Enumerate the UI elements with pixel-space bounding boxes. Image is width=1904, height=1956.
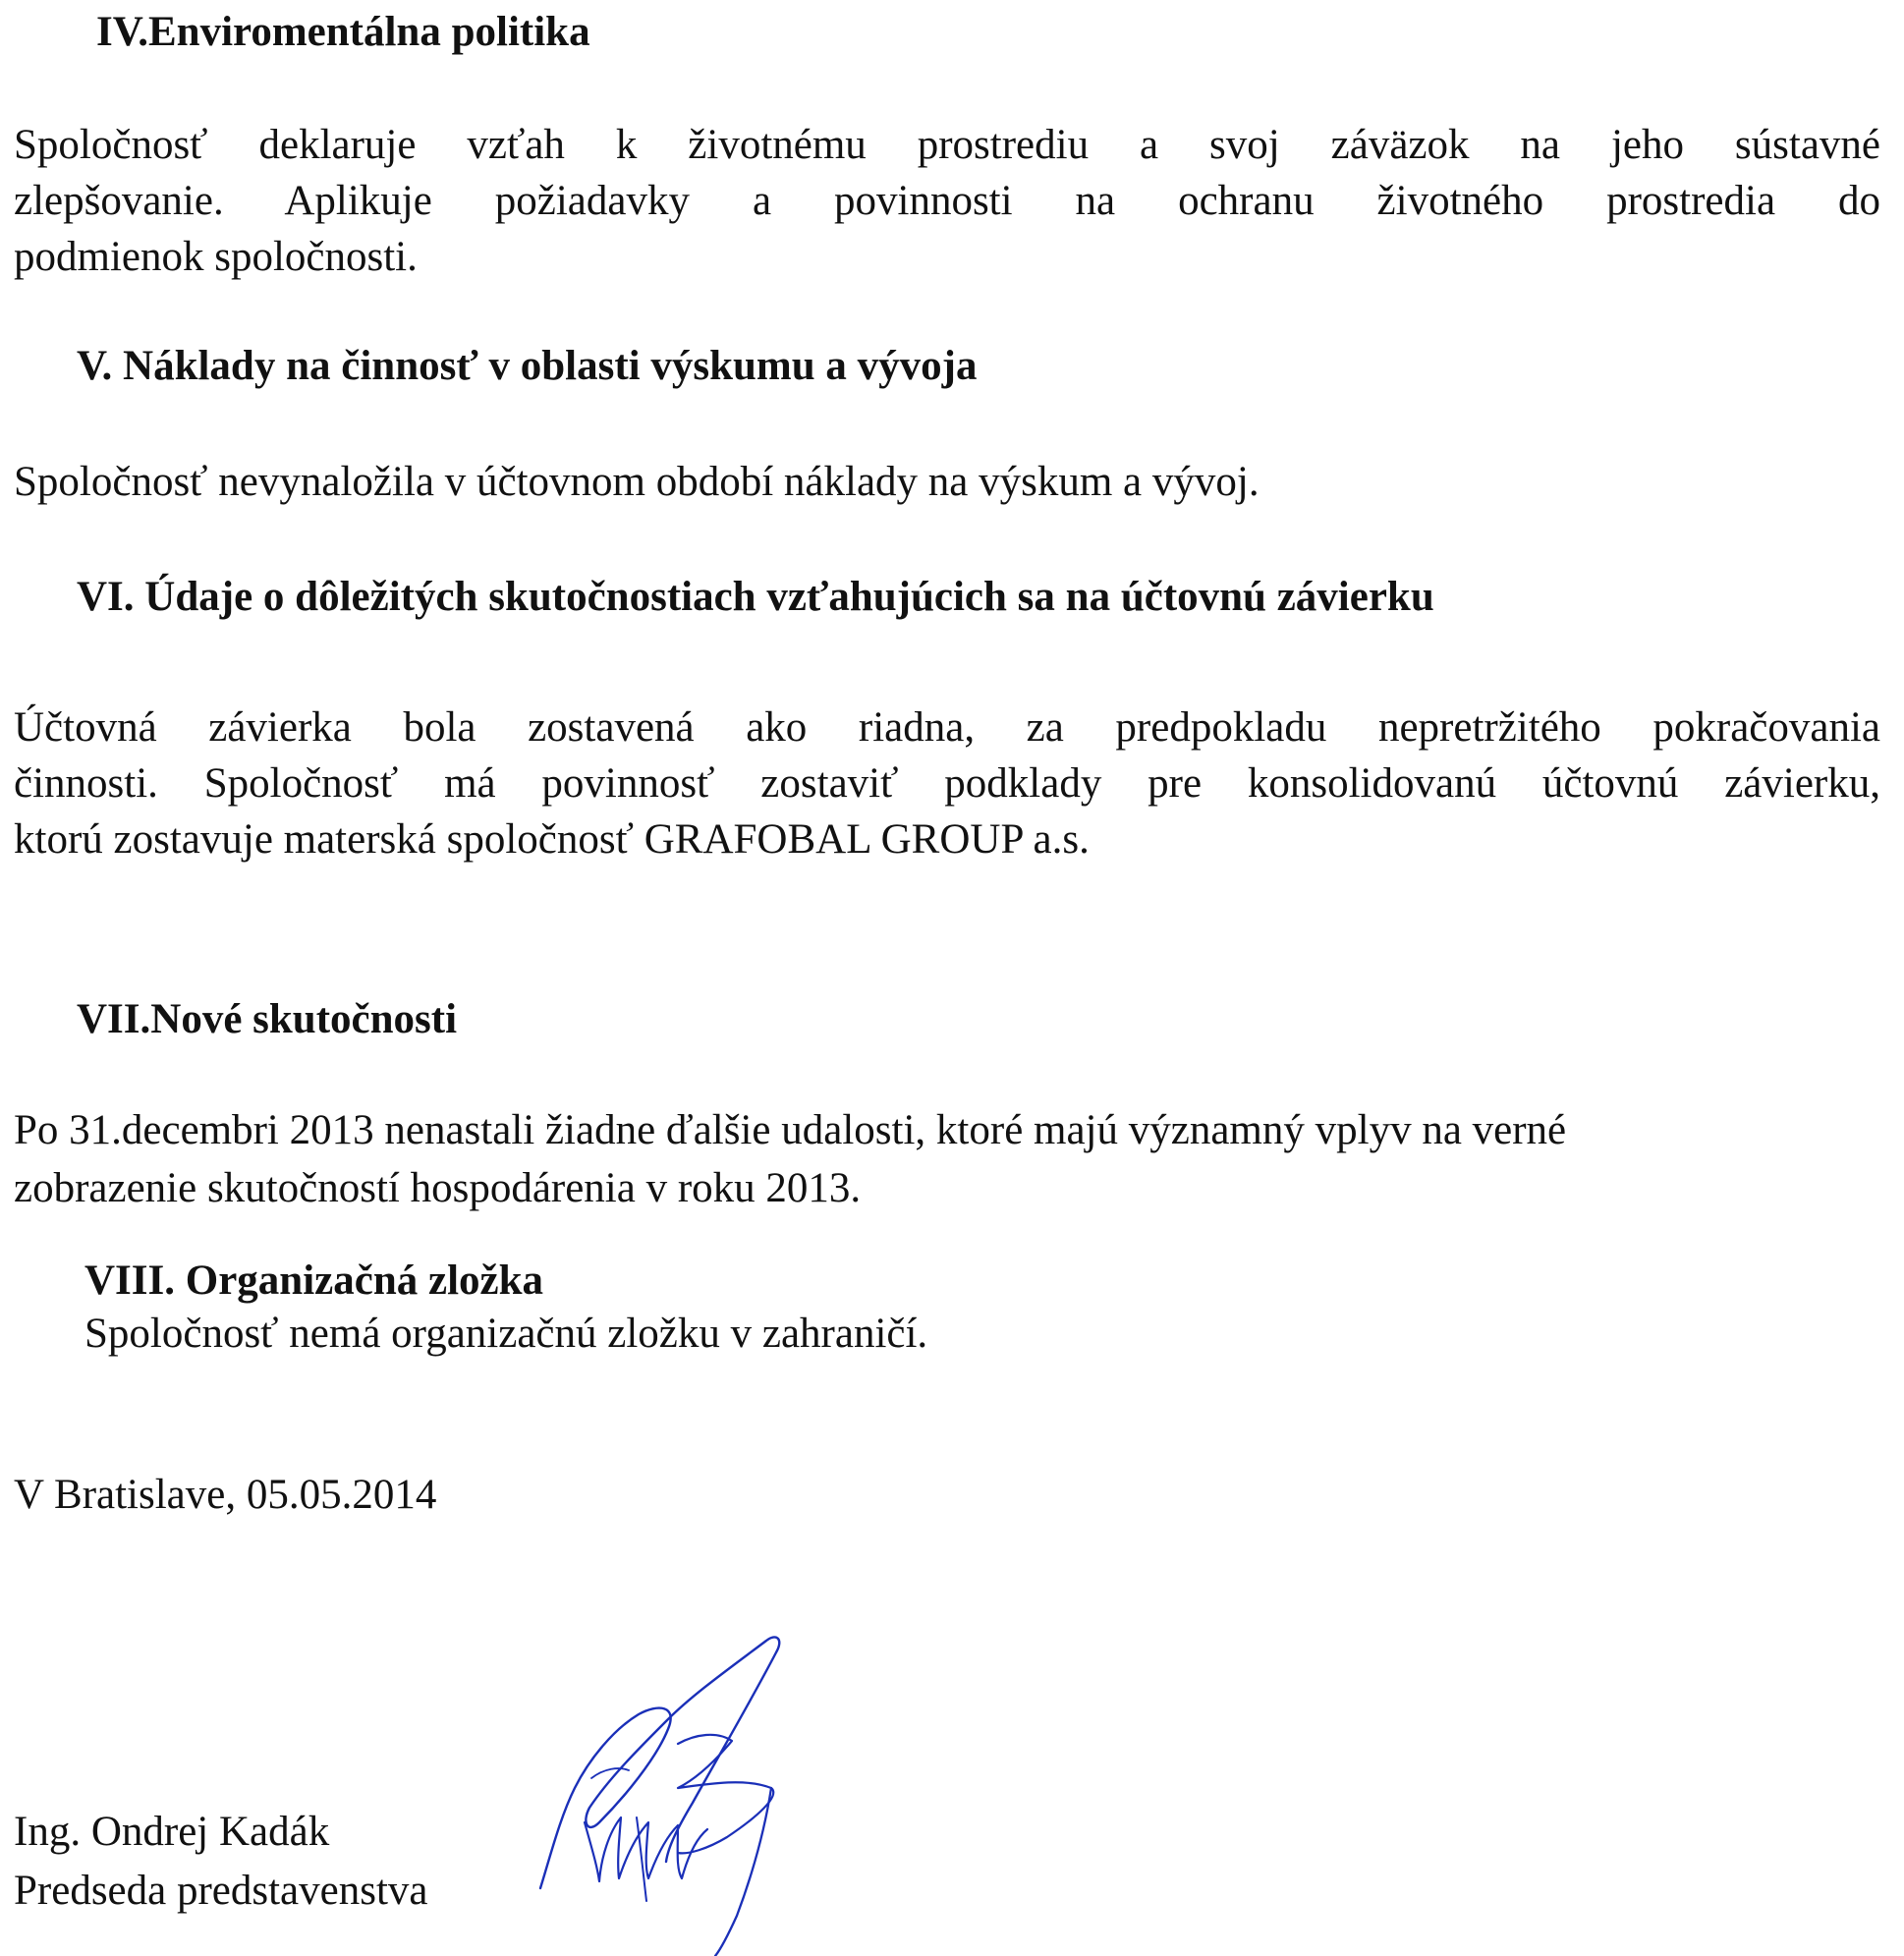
section-viii-heading: VIII. Organizačná zložka <box>84 1257 544 1304</box>
place-date: V Bratislave, 05.05.2014 <box>14 1472 437 1518</box>
section-iv-heading: IV.Enviromentálna politika <box>96 9 590 55</box>
signatory-name: Ing. Ondrej Kadák <box>14 1809 330 1855</box>
paragraph-line: ktorú zostavuje materská spoločnosť GRAFOBAL GROUP a.s. <box>14 816 1090 863</box>
paragraph-line: Spoločnosť deklaruje vzťah k životnému prostrediu a svoj záväzok na jeho sústavné <box>14 122 1880 168</box>
section-vii-heading: VII.Nové skutočnosti <box>77 996 458 1042</box>
section-viii-text: Spoločnosť nemá organizačnú zložku v zahraničí. <box>84 1311 928 1357</box>
paragraph-line: zlepšovanie. Aplikuje požiadavky a povinnosti na ochranu životného prostredia do <box>14 178 1880 224</box>
signature-strokes <box>540 1637 779 1956</box>
section-v-heading: V. Náklady na činnosť v oblasti výskumu a vývoja <box>77 343 978 389</box>
signatory-title: Predseda predstavenstva <box>14 1868 428 1914</box>
section-v-text: Spoločnosť nevynaložila v účtovnom období náklady na výskum a vývoj. <box>14 459 1260 505</box>
paragraph-line: podmienok spoločnosti. <box>14 234 418 280</box>
paragraph-line: činnosti. Spoločnosť má povinnosť zostaviť podklady pre konsolidovanú účtovnú závierku, <box>14 760 1880 807</box>
section-iv-paragraph <box>14 117 1880 285</box>
paragraph-line: zobrazenie skutočností hospodárenia v roku 2013. <box>14 1165 862 1211</box>
section-vii-paragraph <box>14 1101 1880 1217</box>
paragraph-line: Účtovná závierka bola zostavená ako riadna, za predpokladu nepretržitého pokračovania <box>14 704 1880 751</box>
paragraph-line: Po 31.decembri 2013 nenastali žiadne ďalšie udalosti, ktoré majú významný vplyv na verné <box>14 1107 1567 1153</box>
section-vi-heading: VI. Údaje o dôležitých skutočnostiach vzťahujúcich sa na účtovnú závierku <box>77 574 1434 620</box>
section-vi-paragraph <box>14 699 1880 867</box>
handwritten-signature <box>531 1621 855 1956</box>
